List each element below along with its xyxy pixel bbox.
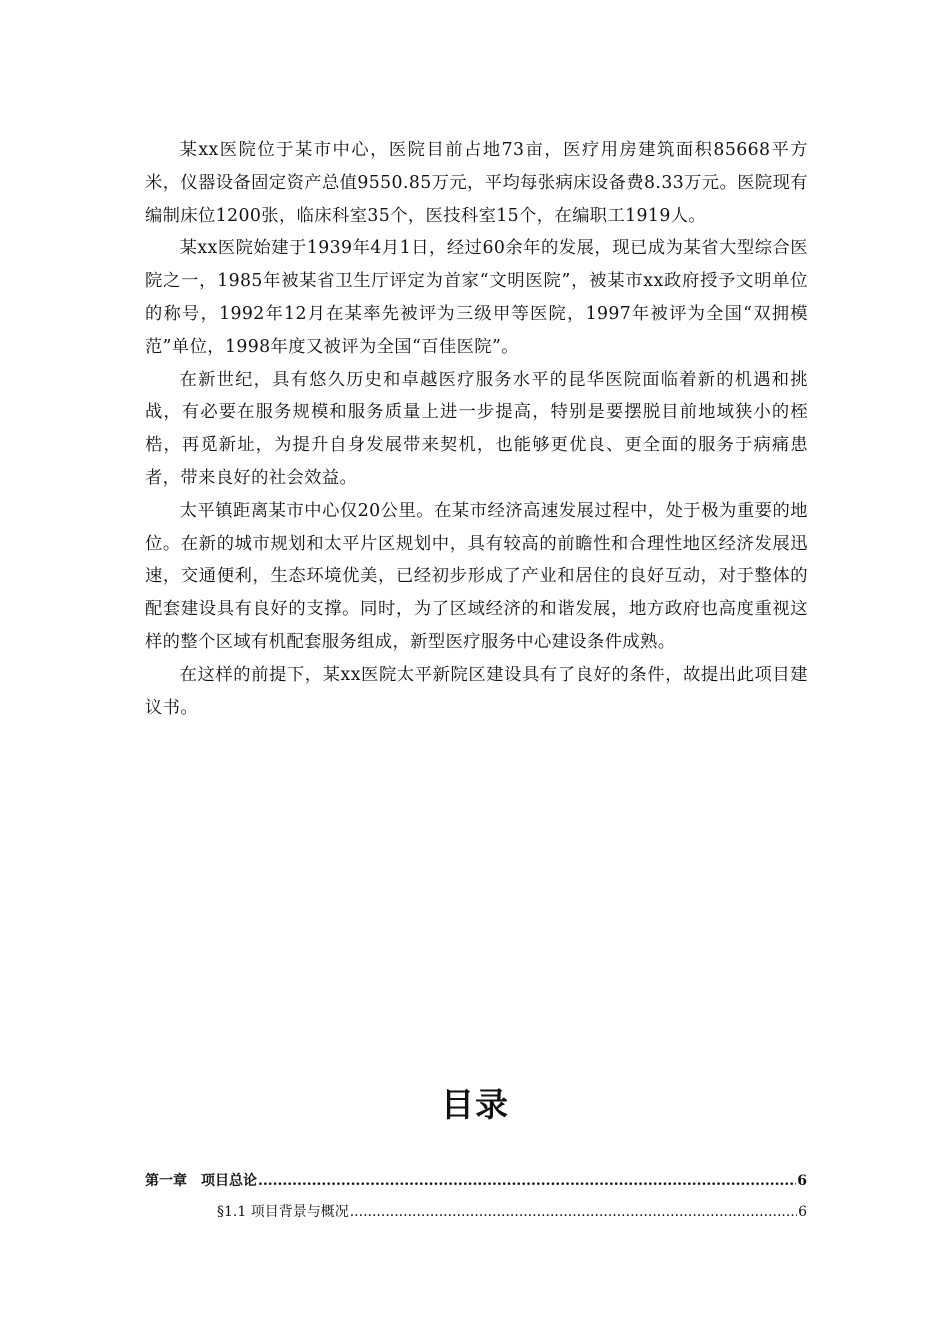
toc-entry-label: §1.1 项目背景与概况 [217, 1204, 349, 1220]
toc-entry-section-1-1[interactable] [145, 1201, 807, 1232]
paragraph: 某xx医院位于某市中心，医院目前占地73亩，医疗用房建筑面积85668平方米，仪器设备固定资产总值9550.85万元，平均每张病床设备费8.33万元。医院现有编制床位1200张，临床科室35个，医技科室15个，在编职工1919人。 [145, 140, 808, 226]
paragraph: 太平镇距离某市中心仅20公里。在某市经济高速发展过程中，处于极为重要的地位。在新的城市规划和太平片区规划中，具有较高的前瞻性和合理性地区经济发展迅速，交通便利，生态环境优美，已经初步形成了产业和居住的良好互动，对于整体的配套建设具有良好的支撑。同时，为了区域经济的和谐发展，地方政府也高度重视这样的整个区域有机配套服务组成，新型医疗服务中心建设条件成熟。 [145, 500, 808, 652]
toc-dot-leader [350, 1204, 797, 1220]
paragraph: 某xx医院始建于1939年4月1日，经过60余年的发展，现已成为某省大型综合医院之一，1985年被某省卫生厅评定为首家“文明医院”，被某市xx政府授予文明单位的称号，1992年12月在某率先被评为三级甲等医院，1997年被评为全国“双拥模范”单位，1998年度又被评为全国“百佳医院”。 [145, 238, 808, 357]
toc-title: 目录 [441, 1085, 509, 1124]
toc-entry-label: 第一章 项目总论 [145, 1173, 257, 1189]
paragraph: 在这样的前提下，某xx医院太平新院区建设具有了良好的条件，故提出此项目建议书。 [145, 664, 808, 718]
body-text [145, 134, 808, 724]
toc-entry-page: 6 [797, 1173, 807, 1189]
toc-entry-page: 6 [798, 1204, 807, 1220]
toc-dot-leader [258, 1173, 796, 1189]
table-of-contents [145, 1170, 807, 1232]
paragraph: 在新世纪，具有悠久历史和卓越医疗服务水平的昆华医院面临着新的机遇和挑战，有必要在服务规模和服务质量上进一步提高，特别是要摆脱目前地域狭小的桎梏，再觅新址，为提升自身发展带来契机，也能够更优良、更全面的服务于病痛患者，带来良好的社会效益。 [145, 369, 808, 488]
toc-entry-chapter-1[interactable] [145, 1170, 807, 1201]
